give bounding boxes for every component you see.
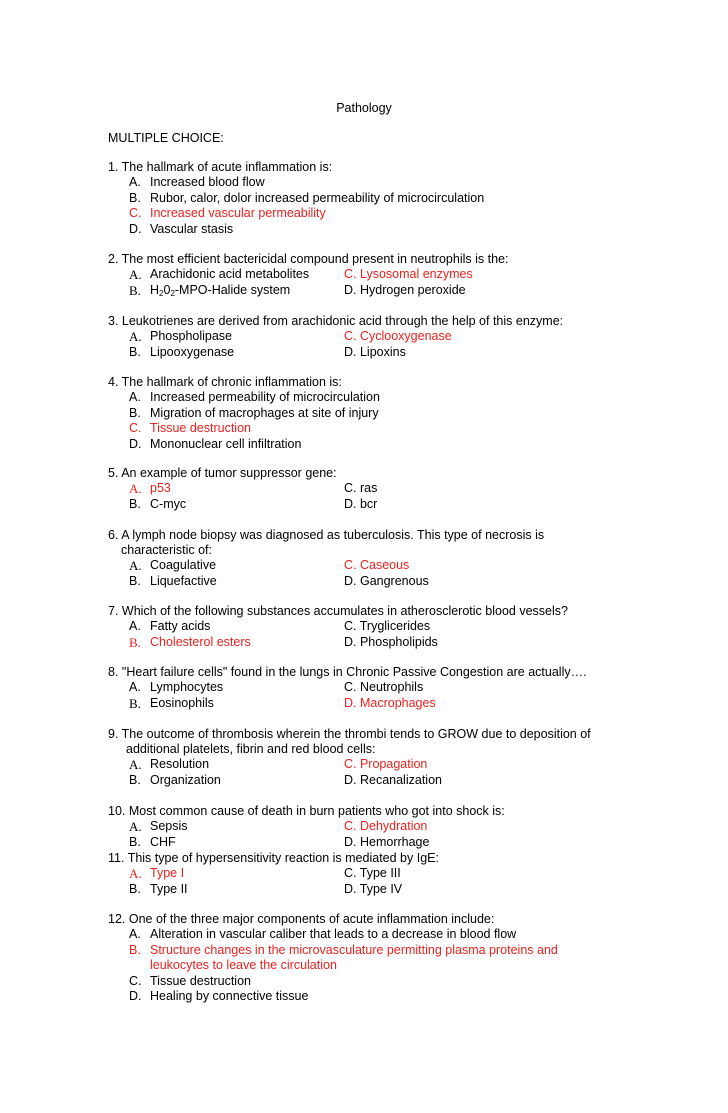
question-stem: 8. "Heart failure cells" found in the lungs in Chronic Passive Congestion are actually…. [108, 665, 587, 679]
option-b-answer: B. Structure changes in the microvasculature permitting plasma proteins and leukocytes to leave the circulation [129, 942, 558, 972]
option-d: D. bcr [344, 496, 378, 511]
question-stem: 11. This type of hypersensitivity reaction is mediated by IgE: [108, 851, 439, 865]
option-c: C. Tissue destruction [129, 973, 251, 988]
question-stem: 7. Which of the following substances accumulates in atherosclerotic blood vessels? [108, 604, 568, 618]
question-8 [108, 665, 708, 711]
option-c: C. Neutrophils [344, 680, 424, 694]
option-a: A. Sepsis [129, 819, 188, 834]
option-a: A. Alteration in vascular caliber that leads to a decrease in blood flow [129, 927, 517, 941]
question-stem: 10. Most common cause of death in burn patients who got into shock is: [108, 804, 505, 818]
question-4 [108, 375, 708, 452]
question-stem: 12. One of the three major components of acute inflammation include: [108, 912, 495, 926]
question-7 [108, 604, 708, 650]
option-c-answer: C. Cyclooxygenase [344, 329, 452, 343]
question-stem: 2. The most efficient bactericidal compound present in neutrophils is the: [108, 252, 509, 266]
option-c-answer: C. Caseous [344, 558, 410, 572]
option-b: B. C-myc [129, 496, 187, 511]
option-a: A. Increased permeability of microcirculation [129, 390, 380, 404]
question-5 [108, 466, 708, 512]
option-c-answer: C. Dehydration [344, 819, 428, 833]
option-d: D. Recanalization [344, 772, 442, 787]
option-b: B. $H_20_2-MPO$-Halide system [129, 282, 291, 298]
question-stem: 5. An example of tumor suppressor gene: [108, 466, 337, 480]
question-stem: 6. A lymph node biopsy was diagnosed as tuberculosis. This type of necrosis is [108, 528, 545, 542]
option-d: D. Hydrogen peroxide [344, 282, 466, 297]
question-stem: 9. The outcome of thrombosis wherein the thrombi tends to GROW due to deposition of [108, 727, 591, 741]
option-b: B. Rubor, calor, dolor increased permeability of microcirculation [129, 190, 485, 205]
question-stem-continued: additional platelets, fibrin and red blood cells: [126, 742, 376, 756]
option-c: C. ras [344, 481, 378, 495]
option-c-answer: C. Propagation [344, 757, 428, 771]
question-12 [108, 912, 708, 1005]
option-d-answer: D. Macrophages [344, 695, 436, 710]
question-stem: 3. Leukotrienes are derived from arachidonic acid through the help of this enzyme: [108, 314, 564, 328]
option-d: D. Gangrenous [344, 573, 429, 588]
question-3 [108, 314, 708, 360]
question-11 [108, 851, 708, 897]
option-a: A. Arachidonic acid metabolites [129, 267, 310, 282]
option-b: B. Migration of macrophages at site of injury [129, 405, 379, 420]
option-c-answer: C. Lysosomal enzymes [344, 267, 473, 281]
option-a: A. Resolution [129, 757, 210, 772]
option-a: A. Fatty acids [129, 619, 211, 633]
option-a: A. Phospholipase [129, 329, 233, 344]
option-b-answer: B. Cholesterol esters [129, 634, 251, 650]
option-b: B. Liquefactive [129, 573, 217, 588]
option-b: B. Eosinophils [129, 695, 214, 711]
option-d: D. Vascular stasis [129, 221, 234, 236]
question-stem: 4. The hallmark of chronic inflammation is: [108, 375, 342, 389]
option-b: B. Lipooxygenase [129, 344, 235, 359]
option-d: D. Lipoxins [344, 344, 406, 359]
option-d: D. Type IV [344, 881, 403, 896]
section-heading: MULTIPLE CHOICE: [108, 131, 224, 145]
option-d: D. Hemorrhage [344, 834, 430, 849]
question-stem: 1. The hallmark of acute inflammation is: [108, 160, 333, 174]
option-b: B. Organization [129, 772, 221, 787]
option-a: A. Coagulative [129, 558, 217, 573]
question-stem-continued: characteristic of: [121, 543, 213, 557]
option-c-answer: C. Tissue destruction [129, 421, 251, 435]
page-title: Pathology [336, 101, 392, 115]
option-b: B. Type II [129, 881, 188, 896]
option-c: C. Type III [344, 866, 401, 880]
option-c: C. Tryglicerides [344, 619, 431, 633]
option-d: D. Mononuclear cell infiltration [129, 436, 302, 451]
option-a: A. Increased blood flow [129, 175, 265, 189]
option-b: B. CHF [129, 834, 176, 849]
question-1 [108, 160, 708, 237]
question-6 [108, 528, 708, 589]
option-a-answer: A. Type I [129, 866, 185, 881]
question-10 [108, 804, 708, 850]
option-a-answer: A. p53 [129, 481, 171, 496]
option-a: A. Lymphocytes [129, 680, 224, 694]
question-9 [108, 727, 708, 788]
question-2 [108, 252, 708, 298]
option-c-answer: C. Increased vascular permeability [129, 206, 326, 220]
option-d: D. Healing by connective tissue [129, 989, 309, 1003]
option-d: D. Phospholipids [344, 634, 438, 649]
